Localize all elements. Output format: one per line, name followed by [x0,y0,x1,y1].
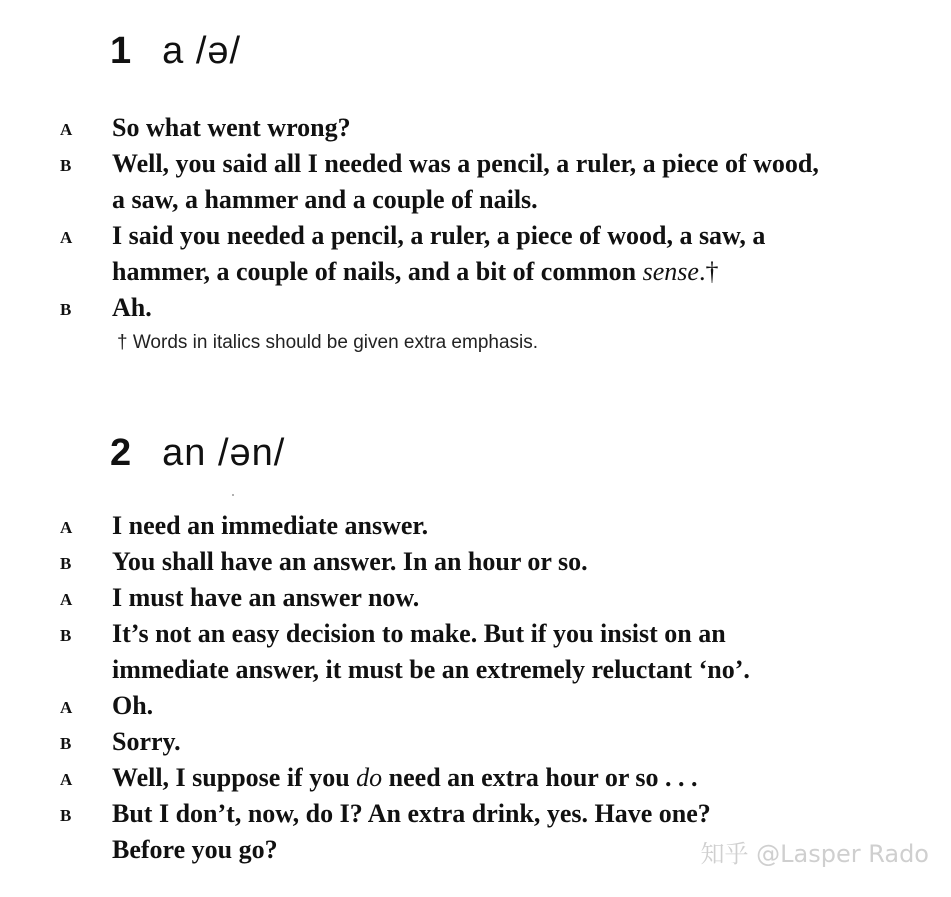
dialogue-line [60,290,920,326]
emphasis-word: do [356,763,383,792]
speaker-label: B [60,554,72,573]
section-ipa: a /ə/ [162,30,242,72]
dialogue-line [60,760,920,796]
section-2-heading [110,432,285,475]
line-text: Oh. [112,691,154,720]
line-text: So what went wrong? [112,113,351,142]
line-text: I need an immediate answer. [112,511,429,540]
speaker-label: A [60,590,73,609]
dialogue-line [60,110,920,146]
line-text: Sorry. [112,727,181,756]
speaker-label: A [60,770,73,789]
print-speck [232,494,234,496]
line-text: I must have an answer now. [112,583,420,612]
speaker-label: A [60,518,73,537]
line-text: Well, I suppose if you [112,763,357,792]
footnote: † Words in italics should be given extra emphasis. [117,332,539,353]
emphasis-suffix: .† [698,257,719,286]
dialogue-line [60,580,920,616]
line-text: Ah. [112,293,152,322]
dialogue-line [60,146,920,218]
speaker-label: B [60,626,72,645]
line-text: Well, you said all I needed was a pencil, a ruler, a piece of wood, a saw, a hammer and a couple of nails. [112,149,819,214]
dialogue-line [60,724,920,760]
dialogue-line [60,508,920,544]
dialogue-line [60,544,920,580]
line-text: It’s not an easy decision to make. But if you insist on an immediate answer, it must be an extremely reluctant ‘no’. [112,619,750,684]
section-number: 1 [110,30,133,72]
speaker-label: B [60,300,72,319]
line-text-with-emphasis [112,760,698,796]
emphasis-suffix: need an extra hour or so . . . [382,763,698,792]
speaker-label: A [60,698,73,717]
dialogue-line [60,688,920,724]
dialogue-line [60,218,920,290]
section-number: 2 [110,432,133,474]
dialogue-1 [60,110,920,326]
speaker-label: A [60,228,73,247]
speaker-label: B [60,156,72,175]
speaker-label: B [60,734,72,753]
emphasis-word: sense [642,257,699,286]
watermark: 知乎 @Lasper Rado [700,840,929,868]
section-ipa: an /ən/ [162,432,286,474]
line-text: You shall have an answer. In an hour or so. [112,547,588,576]
dialogue-line [60,616,920,688]
line-text: But I don’t, now, do I? An extra drink, yes. Have one? Before you go? [112,799,711,864]
speaker-label: A [60,120,73,139]
line-text: I said you needed a pencil, a ruler, a piece of wood, a saw, a hammer, a couple of nails, and a bit of common [112,221,766,286]
speaker-label: B [60,806,72,825]
line-text-with-emphasis [112,218,765,290]
section-1-heading [110,30,241,73]
dialogue-2 [60,508,920,868]
